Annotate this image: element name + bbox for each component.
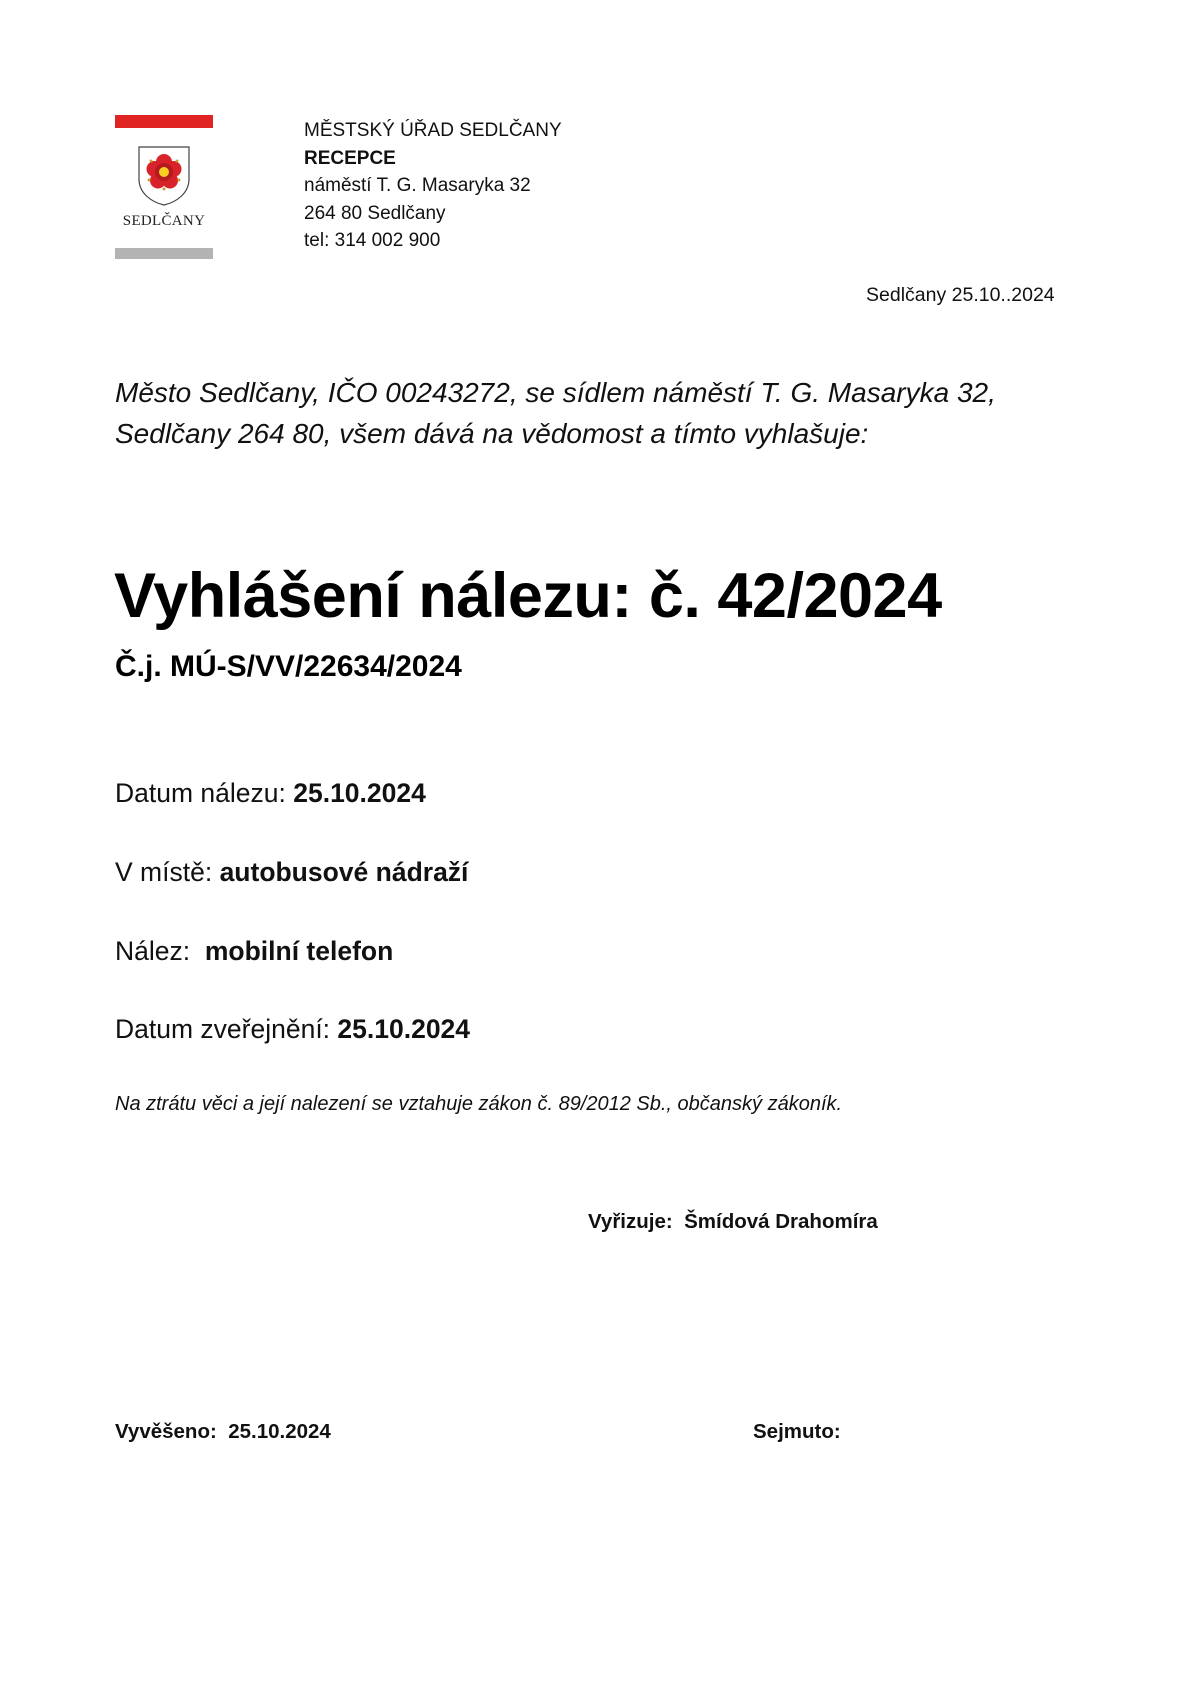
removed-label: Sejmuto:	[753, 1420, 841, 1443]
logo-text: SEDLČANY	[122, 213, 206, 229]
logo-gray-bar	[115, 248, 213, 259]
field-label: Datum nálezu:	[115, 778, 294, 808]
legal-note: Na ztrátu věci a její nalezení se vztahuje zákon č. 89/2012 Sb., občanský zákoník.	[115, 1093, 843, 1115]
coat-of-arms-rose-icon	[137, 145, 191, 207]
handled-by	[588, 1210, 878, 1234]
field-label: V místě:	[115, 857, 220, 887]
intro-line-2: Sedlčany 264 80, všem dává na vědomost a tímto vyhlašuje:	[115, 418, 869, 449]
field-location	[115, 859, 468, 886]
field-item	[115, 938, 393, 965]
place-and-date: Sedlčany 25.10..2024	[866, 284, 1055, 306]
intro-line-1: Město Sedlčany, IČO 00243272, se sídlem náměstí T. G. Masaryka 32,	[115, 377, 996, 408]
posted-label: Vyvěšeno:	[115, 1420, 217, 1443]
intro-statement	[115, 372, 1075, 454]
removed-on	[753, 1420, 852, 1444]
field-label: Nález:	[115, 936, 205, 966]
office-city: 264 80 Sedlčany	[304, 202, 446, 224]
posted-date: 25.10.2024	[228, 1420, 331, 1443]
logo-red-bar	[115, 115, 213, 128]
municipal-logo	[115, 115, 213, 260]
field-label: Datum zveřejnění:	[115, 1014, 338, 1044]
field-value: mobilní telefon	[204, 936, 394, 966]
office-department: RECEPCE	[304, 147, 396, 169]
office-street: náměstí T. G. Masaryka 32	[304, 175, 531, 196]
field-value: autobusové nádraží	[219, 857, 469, 887]
office-phone: tel: 314 002 900	[304, 230, 441, 251]
handled-by-label: Vyřizuje:	[588, 1210, 673, 1233]
office-name: MĚSTSKÝ ÚŘAD SEDLČANY	[304, 120, 562, 141]
handled-by-name: Šmídová Drahomíra	[684, 1210, 878, 1233]
page-title: Vyhlášení nálezu: č. 42/2024	[114, 561, 942, 631]
reference-number: Č.j. MÚ-S/VV/22634/2024	[115, 650, 462, 683]
posted-on	[115, 1420, 331, 1444]
field-value: 25.10.2024	[337, 1014, 471, 1044]
field-publication-date	[115, 1016, 470, 1043]
office-address	[304, 117, 562, 255]
field-value: 25.10.2024	[293, 778, 426, 808]
field-find-date	[115, 780, 426, 807]
